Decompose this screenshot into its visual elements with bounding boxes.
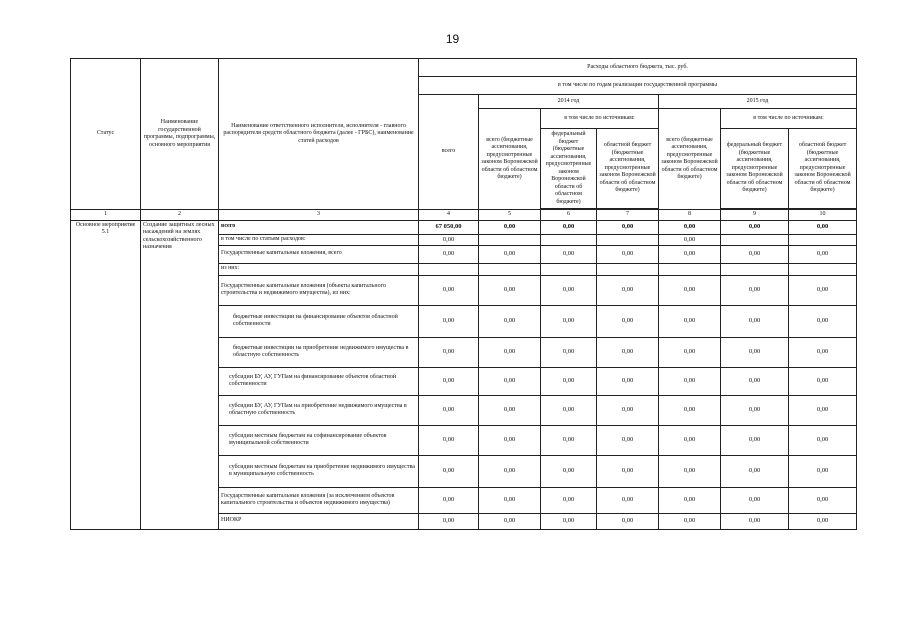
header-program-name: Наименование государственной программы, подпрограммы, основного мероприятия (141, 59, 219, 210)
row-value: 0,00 (541, 367, 597, 395)
header-federal-2015: федеральный бюджет (бюджетные ассигнования, предусмотренные законом Воронежской области об областном бюджете) (721, 129, 789, 209)
row-value: 0,00 (789, 395, 857, 425)
row-value: 0,00 (721, 337, 789, 367)
row-value: 0,00 (721, 425, 789, 455)
row-value: 0,00 (789, 220, 857, 234)
row-value: 0,00 (789, 337, 857, 367)
row-value: 0,00 (479, 220, 541, 234)
row-value: 0,00 (789, 245, 857, 263)
table-row (71, 220, 857, 234)
row-value: 0,00 (597, 367, 659, 395)
header-executor-name: Наименование ответственного исполнителя, исполнителя - главного распорядителя средств областного бюджета (далее - ГРБС), наименование статей расходов (219, 59, 419, 210)
header-regional-2014: областной бюджет (бюджетные ассигнования, предусмотренные законом Воронежской области об областном бюджете) (597, 129, 659, 209)
row-value: 0,00 (479, 455, 541, 487)
col-number: 10 (789, 210, 857, 221)
row-value (721, 234, 789, 245)
row-label: Государственные капитальные вложения, всего (219, 245, 419, 263)
header-by-sources-2014: в том числе по источникам: (541, 109, 659, 129)
header-by-years: в том числе по годам реализации государственной программы (419, 77, 857, 95)
row-value: 0,00 (721, 367, 789, 395)
row-label: бюджетные инвестиции на финансирование объектов областной собственности (219, 305, 419, 337)
row-value: 0,00 (597, 275, 659, 305)
row-value: 0,00 (659, 367, 721, 395)
row-value: 0,00 (479, 487, 541, 513)
row-value: 0,00 (597, 487, 659, 513)
header-total-2014: всего (бюджетные ассигнования, предусмотренные законом Воронежской области об областном бюджете) (479, 109, 541, 210)
row-value: 0,00 (597, 395, 659, 425)
row-value: 0,00 (479, 337, 541, 367)
row-value (659, 263, 721, 275)
row-value: 0,00 (659, 425, 721, 455)
row-value: 0,00 (659, 234, 721, 245)
col-number: 3 (219, 210, 419, 221)
page-number: 19 (445, 32, 460, 46)
row-value: 0,00 (789, 275, 857, 305)
row-value: 0,00 (419, 395, 479, 425)
row-value: 0,00 (659, 275, 721, 305)
row-value: 0,00 (597, 220, 659, 234)
row-value: 0,00 (721, 305, 789, 337)
row-value: 0,00 (597, 513, 659, 529)
col-number: 5 (479, 210, 541, 221)
col-number: 4 (419, 210, 479, 221)
program-cell: Создание защитных лесных насаждений на землях сельскохозяйственного назначения (141, 220, 219, 529)
row-value: 0,00 (597, 245, 659, 263)
col-number: 6 (541, 210, 597, 221)
col-number: 9 (721, 210, 789, 221)
header-federal-2014: федеральный бюджет (бюджетные ассигнования, предусмотренные законом Воронежской области об областном бюджете) (541, 129, 597, 209)
row-value: 0,00 (721, 275, 789, 305)
budget-table (70, 58, 857, 530)
row-value: 0,00 (659, 455, 721, 487)
row-value: 0,00 (659, 337, 721, 367)
row-value: 0,00 (541, 305, 597, 337)
row-value: 0,00 (659, 220, 721, 234)
row-value: 0,00 (659, 245, 721, 263)
row-value: 0,00 (541, 395, 597, 425)
row-value: 0,00 (479, 275, 541, 305)
row-value: 0,00 (597, 337, 659, 367)
row-value: 0,00 (789, 367, 857, 395)
row-value: 0,00 (419, 275, 479, 305)
row-value: 0,00 (479, 513, 541, 529)
row-value: 0,00 (789, 513, 857, 529)
row-value: 0,00 (541, 275, 597, 305)
row-value (541, 234, 597, 245)
row-value: 0,00 (541, 337, 597, 367)
row-label: НИОКР (219, 513, 419, 529)
row-value: 0,00 (419, 513, 479, 529)
row-value: 0,00 (479, 305, 541, 337)
row-value: 0,00 (541, 245, 597, 263)
row-label: Государственные капитальные вложения (за исключением объектов капитального строительства и объектов недвижимого имущества) (219, 487, 419, 513)
header-regional-2015: областной бюджет (бюджетные ассигнования, предусмотренные законом Воронежской области об областном бюджете) (789, 129, 857, 209)
row-value: 0,00 (541, 513, 597, 529)
header-total-2015: всего (бюджетные ассигнования, предусмотренные законом Воронежской области об областном бюджете) (659, 109, 721, 210)
row-value: 0,00 (419, 367, 479, 395)
row-value: 0,00 (721, 455, 789, 487)
header-year-2015: 2015 год (659, 95, 857, 109)
row-value: 0,00 (541, 425, 597, 455)
row-value (479, 263, 541, 275)
row-value: 0,00 (541, 487, 597, 513)
row-value: 0,00 (597, 305, 659, 337)
row-value: 0,00 (419, 425, 479, 455)
row-value (479, 234, 541, 245)
row-value: 0,00 (789, 305, 857, 337)
row-value: 0,00 (659, 487, 721, 513)
row-value (721, 263, 789, 275)
row-value: 0,00 (721, 245, 789, 263)
header-expenses: Расходы областного бюджета, тыс. руб. (419, 59, 857, 77)
row-value: 0,00 (479, 367, 541, 395)
row-value: 0,00 (597, 425, 659, 455)
row-value: 0,00 (419, 305, 479, 337)
row-value: 0,00 (419, 455, 479, 487)
row-value: 0,00 (541, 220, 597, 234)
col-number: 2 (141, 210, 219, 221)
header-by-sources-2015: в том числе по источникам: (721, 109, 857, 129)
row-value: 67 050,00 (419, 220, 479, 234)
row-label: субсидии БУ, АУ, ГУПам на финансирование объектов областной собственности (219, 367, 419, 395)
row-value: 0,00 (479, 395, 541, 425)
row-value: 0,00 (419, 337, 479, 367)
row-value: 0,00 (721, 487, 789, 513)
row-value: 0,00 (419, 245, 479, 263)
row-value: 0,00 (789, 425, 857, 455)
row-value: 0,00 (721, 395, 789, 425)
row-value: 0,00 (597, 455, 659, 487)
row-value: 0,00 (721, 513, 789, 529)
row-value: 0,00 (789, 455, 857, 487)
row-label: Государственные капитальные вложения (объекты капитального строительства и недвижимого имущества), из них: (219, 275, 419, 305)
header-total: всего (419, 95, 479, 210)
row-label: в том числе по статьям расходов: (219, 234, 419, 245)
row-value: 0,00 (419, 234, 479, 245)
row-value (597, 263, 659, 275)
row-label: из них: (219, 263, 419, 275)
status-cell: Основное мероприятие 5.1 (71, 220, 141, 529)
col-number: 8 (659, 210, 721, 221)
row-label: субсидии местным бюджетам на софинансирование объектов муниципальной собственности (219, 425, 419, 455)
row-value (419, 263, 479, 275)
row-value: 0,00 (479, 425, 541, 455)
row-label: субсидии местным бюджетам на приобретение недвижимого имущества в муниципальную собственность (219, 455, 419, 487)
header-year-2014: 2014 год (479, 95, 659, 109)
row-label: субсидии БУ, АУ, ГУПам на приобретение недвижимого имущества в областную собственность (219, 395, 419, 425)
row-value (541, 263, 597, 275)
header-status: Статус (71, 59, 141, 210)
row-value: 0,00 (659, 305, 721, 337)
row-value (789, 234, 857, 245)
row-value: 0,00 (541, 455, 597, 487)
row-value: 0,00 (789, 487, 857, 513)
row-label: бюджетные инвестиции на приобретение недвижимого имущества в областную собственность (219, 337, 419, 367)
row-value: 0,00 (479, 245, 541, 263)
row-value (597, 234, 659, 245)
row-value: 0,00 (721, 220, 789, 234)
row-value: 0,00 (659, 513, 721, 529)
col-number: 1 (71, 210, 141, 221)
row-value (789, 263, 857, 275)
col-number: 7 (597, 210, 659, 221)
row-label: всего (219, 220, 419, 234)
row-value: 0,00 (419, 487, 479, 513)
row-value: 0,00 (659, 395, 721, 425)
